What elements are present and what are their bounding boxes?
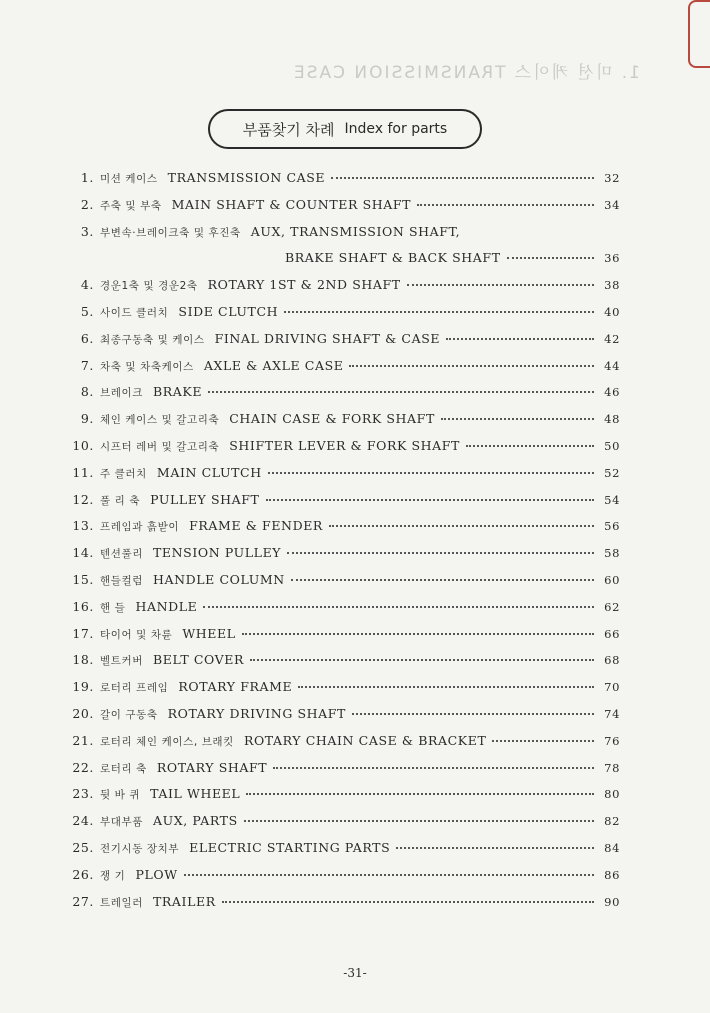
entry-number: 3. <box>80 223 94 239</box>
toc-entry[interactable] <box>70 760 620 787</box>
entry-number: 2. <box>80 196 94 212</box>
entry-page-number: 84 <box>604 840 620 855</box>
entry-english-label: SHIFTER LEVER & FORK SHAFT <box>229 437 460 453</box>
table-of-contents <box>70 170 620 920</box>
entry-korean-label: 차축 및 차축케이스 <box>100 360 194 373</box>
entry-korean-label: 로터리 프레임 <box>100 682 169 695</box>
entry-number: 23. <box>72 786 94 802</box>
entry-korean-label: 핸들컬럼 <box>100 574 143 587</box>
entry-page-number: 34 <box>604 197 620 212</box>
entry-english-label: BRAKE <box>152 384 203 400</box>
entry-english-label: AUX, TRANSMISSION SHAFT, <box>250 223 461 239</box>
entry-page-number: 86 <box>604 867 620 882</box>
toc-entry[interactable] <box>70 867 620 894</box>
entry-korean-label: 사이드 클러치 <box>100 306 169 319</box>
dot-leader <box>466 445 594 447</box>
title-korean: 부품찾기 차례 <box>242 120 335 139</box>
entry-english-label: PULLEY SHAFT <box>150 491 260 507</box>
entry-english-label: BRAKE SHAFT & BACK SHAFT <box>285 250 501 266</box>
toc-entry[interactable] <box>70 224 620 251</box>
entry-number: 17. <box>72 625 94 641</box>
entry-page-number: 54 <box>604 492 620 507</box>
dot-leader <box>268 472 594 474</box>
toc-entry[interactable] <box>70 170 620 197</box>
entry-number: 5. <box>80 303 94 319</box>
page-tab-marker <box>688 0 710 68</box>
dot-leader <box>266 499 595 501</box>
entry-korean-label: 미션 케이스 <box>100 173 158 185</box>
dot-leader <box>250 659 594 661</box>
entry-english-label: TENSION PULLEY <box>152 545 282 561</box>
entry-english-label: BELT COVER <box>152 652 245 668</box>
dot-leader <box>184 874 594 876</box>
entry-english-label: ROTARY CHAIN CASE & BRACKET <box>243 732 487 748</box>
entry-page-number: 68 <box>604 653 620 668</box>
dot-leader <box>352 713 594 715</box>
dot-leader <box>273 767 594 769</box>
dot-leader <box>396 847 594 849</box>
entry-number: 16. <box>72 598 94 614</box>
entry-korean-label: 체인 케이스 및 갈고리축 <box>100 414 220 427</box>
entry-korean-label: 부변속·브레이크축 및 후진축 <box>100 226 241 239</box>
dot-leader <box>284 311 594 313</box>
entry-page-number: 80 <box>604 787 620 802</box>
bleed-through-header: 1. 미션 케이스 TRANSMISSION CASE <box>292 63 640 83</box>
dot-leader <box>222 901 594 903</box>
toc-entry[interactable] <box>70 438 620 465</box>
entry-page-number: 48 <box>604 412 620 427</box>
dot-leader <box>244 820 594 822</box>
entry-number: 7. <box>80 357 94 373</box>
entry-page-number: 58 <box>604 546 620 561</box>
entry-english-label: PLOW <box>135 866 178 882</box>
entry-english-label: AXLE & AXLE CASE <box>203 357 344 373</box>
entry-english-label: ROTARY 1ST & 2ND SHAFT <box>207 277 401 293</box>
entry-page-number: 76 <box>604 733 620 748</box>
entry-korean-label: 로터리 축 <box>100 762 147 775</box>
entry-korean-label: 주축 및 부축 <box>100 199 162 212</box>
entry-number: 27. <box>72 893 94 909</box>
entry-korean-label: 풀 리 축 <box>100 494 141 507</box>
entry-korean-label: 뒷 바 퀴 <box>100 789 141 802</box>
toc-entry[interactable] <box>70 652 620 679</box>
entry-number: 11. <box>72 464 94 480</box>
dot-leader <box>203 606 594 608</box>
toc-entry[interactable] <box>70 197 620 224</box>
entry-number: 10. <box>72 437 94 453</box>
entry-korean-label: 부대부품 <box>100 816 143 829</box>
dot-leader <box>246 793 594 795</box>
entry-number: 25. <box>72 839 94 855</box>
entry-number: 13. <box>72 518 94 534</box>
entry-page-number: 40 <box>604 304 620 319</box>
toc-entry[interactable] <box>70 813 620 840</box>
entry-korean-label: 전기시동 장치부 <box>100 842 180 855</box>
entry-number: 14. <box>72 545 94 561</box>
entry-page-number: 38 <box>604 278 620 293</box>
entry-english-label: HANDLE COLUMN <box>152 571 285 587</box>
toc-entry[interactable] <box>70 277 620 304</box>
toc-entry[interactable] <box>70 465 620 492</box>
entry-korean-label: 경운1축 및 경운2축 <box>100 280 198 293</box>
toc-entry[interactable] <box>70 331 620 358</box>
entry-english-label: FINAL DRIVING SHAFT & CASE <box>214 330 441 346</box>
entry-english-label: ROTARY FRAME <box>178 679 293 695</box>
toc-entry[interactable] <box>70 706 620 733</box>
entry-english-label: WHEEL <box>182 625 236 641</box>
entry-english-label: SIDE CLUTCH <box>178 303 279 319</box>
dot-leader <box>407 284 594 286</box>
dot-leader <box>329 525 594 527</box>
entry-page-number: 70 <box>604 680 620 695</box>
entry-korean-label: 갈이 구동축 <box>100 708 158 721</box>
entry-english-label: MAIN SHAFT & COUNTER SHAFT <box>171 196 412 212</box>
dot-leader <box>242 633 594 635</box>
toc-entry[interactable] <box>70 545 620 572</box>
entry-korean-label: 핸 들 <box>100 601 126 614</box>
entry-number: 18. <box>72 652 94 668</box>
entry-english-label: TAIL WHEEL <box>150 786 241 802</box>
dot-leader <box>417 204 594 206</box>
entry-english-label: HANDLE <box>135 598 198 614</box>
dot-leader <box>291 579 594 581</box>
entry-page-number: 74 <box>604 706 620 721</box>
toc-entry[interactable] <box>70 492 620 519</box>
entry-english-label: ROTARY DRIVING SHAFT <box>167 705 346 721</box>
toc-entry[interactable] <box>70 733 620 760</box>
entry-korean-label: 트레일러 <box>100 896 143 909</box>
dot-leader <box>441 418 594 420</box>
page-number: -31- <box>343 966 367 980</box>
entry-page-number: 50 <box>604 438 620 453</box>
entry-page-number: 60 <box>604 572 620 587</box>
toc-entry[interactable] <box>70 599 620 626</box>
entry-page-number: 32 <box>604 171 620 185</box>
toc-entry[interactable] <box>70 626 620 653</box>
entry-number: 21. <box>72 732 94 748</box>
dot-leader <box>349 365 594 367</box>
entry-english-label: TRAILER <box>152 893 216 909</box>
entry-number: 24. <box>72 813 94 829</box>
entry-number: 26. <box>72 866 94 882</box>
entry-korean-label: 최종구동축 및 케이스 <box>100 333 205 346</box>
toc-entry[interactable] <box>70 304 620 331</box>
entry-number: 19. <box>72 679 94 695</box>
entry-page-number: 78 <box>604 760 620 775</box>
title-english: Index for parts <box>344 121 448 137</box>
toc-entry[interactable] <box>70 358 620 385</box>
entry-page-number: 90 <box>604 894 620 909</box>
entry-page-number: 66 <box>604 626 620 641</box>
dot-leader <box>507 257 594 259</box>
dot-leader <box>492 740 594 742</box>
entry-english-label: ELECTRIC STARTING PARTS <box>189 839 391 855</box>
entry-page-number: 42 <box>604 331 620 346</box>
entry-english-label: MAIN CLUTCH <box>156 464 262 480</box>
entry-page-number: 36 <box>604 251 620 266</box>
index-title-box <box>208 109 482 149</box>
dot-leader <box>287 552 594 554</box>
toc-entry[interactable] <box>70 518 620 545</box>
entry-number: 8. <box>80 384 94 400</box>
entry-page-number: 62 <box>604 599 620 614</box>
toc-entry[interactable] <box>70 572 620 599</box>
entry-korean-label: 시프터 레버 및 갈고리축 <box>100 440 220 453</box>
entry-korean-label: 쟁 기 <box>100 869 126 882</box>
entry-english-label: AUX, PARTS <box>152 813 238 829</box>
toc-entry[interactable] <box>70 384 620 411</box>
entry-korean-label: 로터리 체인 케이스, 브래킷 <box>100 735 234 748</box>
entry-english-label: TRANSMISSION CASE <box>167 170 326 185</box>
entry-korean-label: 브레이크 <box>100 387 143 400</box>
entry-english-label: FRAME & FENDER <box>189 518 323 534</box>
toc-entry[interactable] <box>70 250 620 277</box>
entry-korean-label: 프레임과 흙받이 <box>100 521 180 534</box>
entry-number: 4. <box>80 277 94 293</box>
entry-page-number: 56 <box>604 519 620 534</box>
entry-korean-label: 텐션풀리 <box>100 548 143 561</box>
dot-leader <box>331 177 594 179</box>
entry-number: 12. <box>72 491 94 507</box>
toc-entry[interactable] <box>70 840 620 867</box>
toc-entry[interactable] <box>70 679 620 706</box>
toc-entry[interactable] <box>70 894 620 921</box>
entry-page-number: 44 <box>604 358 620 373</box>
entry-english-label: CHAIN CASE & FORK SHAFT <box>229 411 435 427</box>
entry-number: 6. <box>80 330 94 346</box>
entry-number: 22. <box>72 759 94 775</box>
entry-korean-label: 타이어 및 차륜 <box>100 628 173 641</box>
dot-leader <box>298 686 594 688</box>
entry-korean-label: 주 클러치 <box>100 467 147 480</box>
entry-page-number: 82 <box>604 814 620 829</box>
dot-leader <box>446 338 594 340</box>
entry-page-number: 52 <box>604 465 620 480</box>
entry-number: 9. <box>80 411 94 427</box>
toc-entry[interactable] <box>70 411 620 438</box>
entry-english-label: ROTARY SHAFT <box>156 759 268 775</box>
entry-number: 20. <box>72 705 94 721</box>
entry-korean-label: 벨트커버 <box>100 655 143 668</box>
entry-number: 15. <box>72 571 94 587</box>
dot-leader <box>208 391 594 393</box>
toc-entry[interactable] <box>70 786 620 813</box>
entry-page-number: 46 <box>604 385 620 400</box>
entry-number: 1. <box>80 170 94 185</box>
